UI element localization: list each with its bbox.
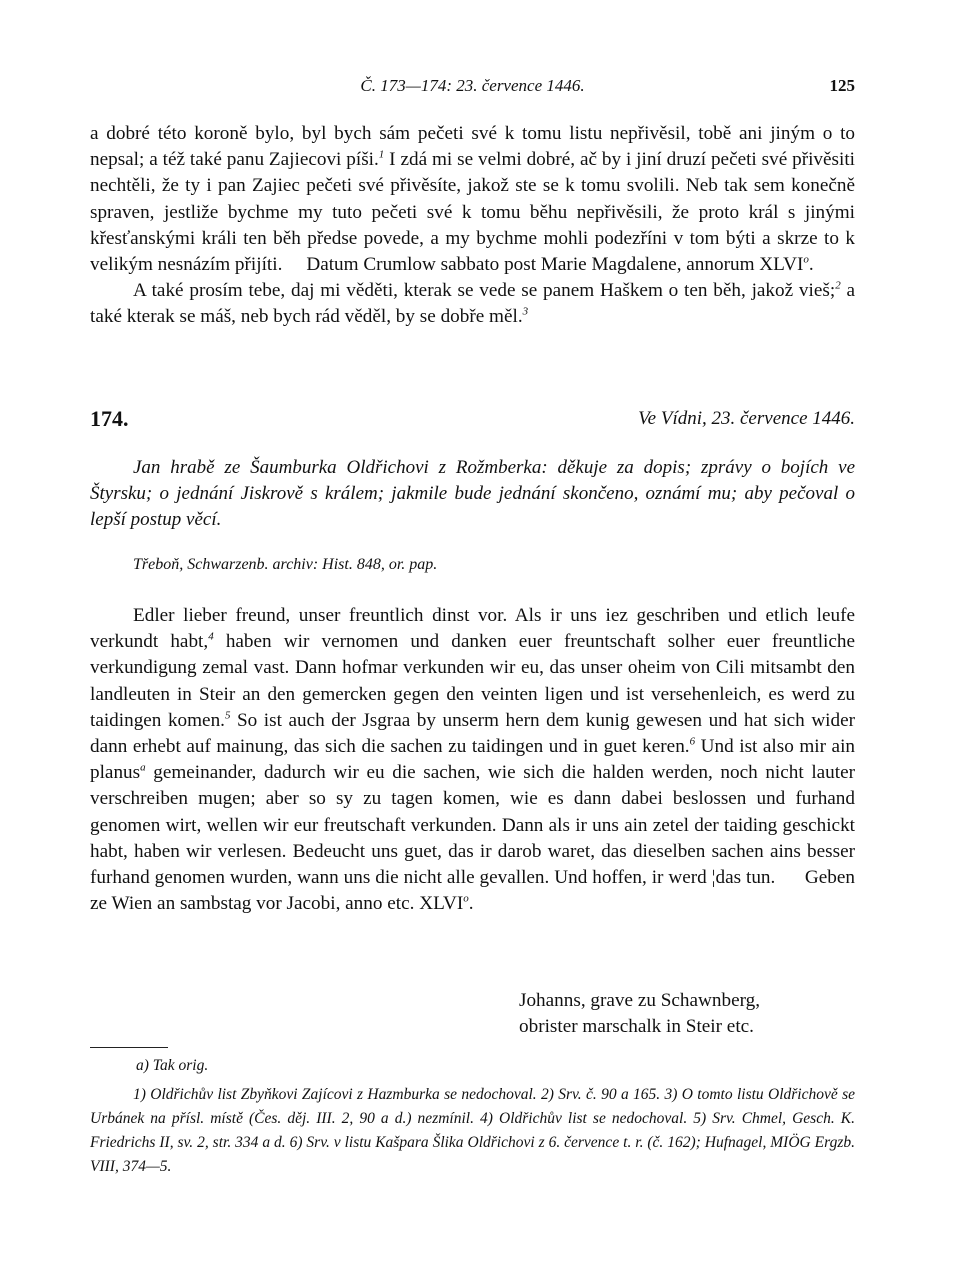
letter-paragraph xyxy=(90,603,860,917)
footnote-ref: 2 xyxy=(835,279,841,292)
signature xyxy=(519,988,859,1040)
page-number: 125 xyxy=(829,76,855,95)
text-run: So ist auch der Jsgraa by unserm hern dem kunig gewesen und hat sich wider dann erhebt auf mainung, das sich die sachen zu taidingen und in guet keren. xyxy=(90,709,860,758)
regest-text: Jan hrabě ze Šaumburka Oldřichovi z Rožmberka: děkuje za dopis; zprávy o bojích ve Štyrsku; o jednání Jiskrově s králem; jakmile bude jednání skončeno, oznámí mu; aby pečoval o lepší postup věcí. xyxy=(90,457,855,530)
footnote-ref: o xyxy=(463,892,469,905)
text-run: gemeinander, dadurch wir eu die sachen, wie sich die halden werden, noch nicht lauter verschreiben mugen; aber so sy zu tagen komen, wie es dann dabei beslossen und furhand genomen wirt, wellen wir eur freutschaft verkunden. Dann als ir uns ain zetel der taiding geschickt habt, haben wir verlesen. Bedeucht uns guet, das ir darob waret, das dieselben sachen ains besser furhand genomen wurden, wann uns die nicht alle gevallen. Und hoffen, ir werd ¦das tun. Geben ze Wien an sambstag vor Jacobi, anno etc. XLVI xyxy=(90,762,860,915)
running-head-title: Č. 173—174: 23. července 1446. xyxy=(360,76,585,95)
footnote-ref: 1 xyxy=(378,148,385,161)
text-run: Und ist also mir ain planus xyxy=(90,736,860,784)
doc-number: 174. xyxy=(90,406,129,431)
signature-line-1: Johanns, grave zu Schawnberg, xyxy=(519,990,761,1011)
footnote-a: a) Tak orig. xyxy=(136,1057,209,1074)
text-run: Edler lieber freund, unser freuntlich dinst vor. Als ir uns iez geschriben und etlich leufe verkundt habt, xyxy=(90,605,860,653)
footnotes-numbered: 1) Oldřichův list Zbyňkovi Zajícovi z Hazmburka se nedochoval. 2) Srv. č. 90 a 165. 3) O tomto listu Oldřichově se Urbánek na přísl. místě (Čes. děj. III. 2, 90 a d.) nezmínil. 4) Oldřichův list se nedochoval. 5) Srv. Chmel, Gesch. K. Friedrichs II, sv. 2, str. 334 a d. 6) Srv. v listu Kašpara Šlika Oldřichovi z 6. července t. r. (č. 162); Hufnagel, MIÖG Ergzb. VIII, 374—5. xyxy=(90,1086,855,1175)
regest xyxy=(90,455,855,533)
doc173-paragraph-1 xyxy=(90,121,860,278)
signature-line-2: obrister marschalk in Steir etc. xyxy=(519,1016,754,1037)
doc-place-date: Ve Vídni, 23. července 1446. xyxy=(638,408,855,429)
footnote-ref: 5 xyxy=(224,709,231,722)
footnote-ref: 4 xyxy=(208,630,214,643)
text-run: a také kterak se máš, neb bych rád věděl, by se dobře měl. xyxy=(90,280,860,328)
footnote-ref: o xyxy=(803,253,809,266)
doc173-text xyxy=(90,121,860,331)
text-run: haben wir vernomen und danken euer freuntschaft solher euer freuntliche verkundigung zemal vast. Dann hofmar verkunden wir eu, das unser oheim von Cili mitsambt den landleuten in Steir an den gemercken gegen den veinten ligen und ist versehenleich, es werd zu taidingen komen. xyxy=(90,631,860,731)
running-head xyxy=(90,76,855,102)
footnote-ref: 3 xyxy=(522,306,529,319)
doc174-text xyxy=(90,603,860,917)
text-run: . xyxy=(808,254,814,276)
footnotes xyxy=(90,1083,855,1179)
text-run: . xyxy=(468,893,474,915)
archive-source: Třeboň, Schwarzenb. archiv: Hist. 848, or. pap. xyxy=(133,556,438,573)
doc174-heading xyxy=(90,406,855,436)
footnote-ref: 6 xyxy=(689,735,696,748)
text-run: I zdá mi se velmi dobré, ač by i jiní druzí pečeti své přivěsiti nechtěli, že ty i pan Zajiec pečeti své přivěsíte, jakož ste se k tomu svolili. Neb tak sem konečně spraven, jestliže bychme my tuto pečeti své k tomu běhu nepřivěsili, že proto král s jinými křesťanskými králi ten běh předse povede, a my bychme mohli podezříni v tom býti a skrze to k velikým nesnázím přijíti. Datum Crumlow sabbato post Marie Magdalene, annorum XLVI xyxy=(90,149,860,276)
text-run: A také prosím tebe, daj mi věděti, kterak se vede se panem Haškem o ten běh, jakož vieš; xyxy=(133,280,836,302)
doc173-paragraph-2 xyxy=(90,278,860,330)
text-run: a dobré této koroně bylo, byl bych sám pečeti své k tomu listu nepřivěsil, tobě ani jiným o to nepsal; a též také panu Zajiecovi píši. xyxy=(90,123,860,171)
footnote-ref: a xyxy=(140,761,146,774)
footnote-divider xyxy=(90,1047,168,1048)
